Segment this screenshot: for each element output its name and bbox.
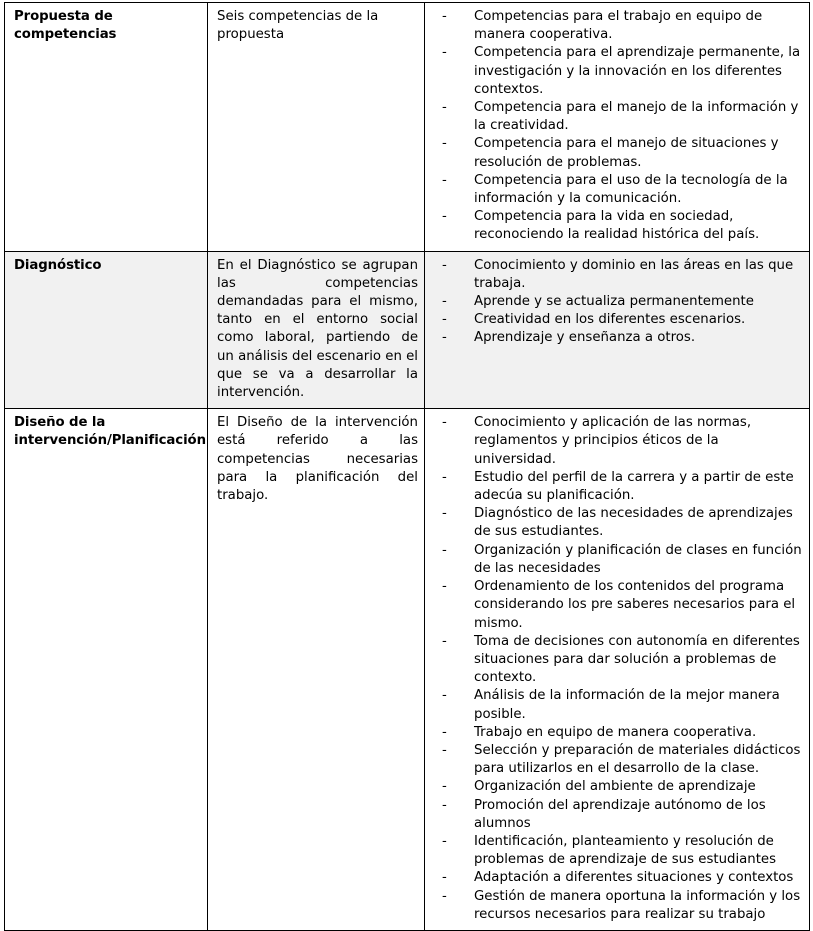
- table-row: [5, 409, 810, 931]
- competency-item-text: Competencia para el manejo de situaciones y resolución de problemas.: [474, 136, 779, 170]
- competency-list-item: [434, 687, 803, 723]
- competency-list-cell: [425, 409, 810, 931]
- competency-list-item: [434, 257, 803, 293]
- competency-item-text: Diagnóstico de las necesidades de aprendizajes de sus estudiantes.: [474, 506, 793, 540]
- competency-list-item: [434, 633, 803, 688]
- competency-item-text: Ordenamiento de los contenidos del programa considerando los pre saberes necesarios para el mismo.: [474, 579, 796, 631]
- competency-list-item: [434, 329, 803, 347]
- table-row: [5, 251, 810, 409]
- competency-list-item: [434, 293, 803, 311]
- dash-bullet-icon: -: [442, 294, 447, 310]
- dash-bullet-icon: -: [442, 469, 447, 485]
- dash-bullet-icon: -: [442, 797, 447, 813]
- competency-list-item: [434, 542, 803, 578]
- competency-item-text: Estudio del perfil de la carrera y a partir de este adecúa su planificación.: [474, 469, 794, 504]
- dash-bullet-icon: -: [442, 579, 447, 595]
- dash-bullet-icon: -: [442, 506, 447, 522]
- dash-bullet-icon: -: [442, 330, 447, 346]
- competency-list-cell: [425, 3, 810, 252]
- dash-bullet-icon: -: [442, 9, 447, 24]
- description-cell: [208, 3, 425, 252]
- stage-label: Diseño de la intervención/Planificación: [14, 415, 206, 449]
- competency-list-item: [434, 135, 803, 171]
- stage-cell-inner: [5, 409, 207, 456]
- competency-item-text: Competencia para el manejo de la información y la creatividad.: [474, 100, 799, 134]
- stage-label: Propuesta de competencias: [14, 9, 117, 42]
- description-cell-inner: [208, 252, 424, 409]
- dash-bullet-icon: -: [442, 724, 447, 740]
- competency-list: [434, 257, 803, 348]
- stage-cell: [5, 3, 208, 252]
- competency-item-text: Competencia para el aprendizaje permanente, la investigación y la innovación en los diferentes contextos.: [474, 45, 801, 97]
- dash-bullet-icon: -: [442, 633, 447, 649]
- stage-cell: [5, 409, 208, 931]
- competency-item-text: Aprende y se actualiza permanentemente: [474, 294, 754, 310]
- dash-bullet-icon: -: [442, 415, 447, 431]
- stage-cell: [5, 251, 208, 409]
- dash-bullet-icon: -: [442, 833, 447, 849]
- dash-bullet-icon: -: [442, 209, 447, 225]
- description-cell: [208, 409, 425, 931]
- competency-item-text: Competencias para el trabajo en equipo de manera cooperativa.: [474, 9, 763, 43]
- dash-bullet-icon: -: [442, 136, 447, 152]
- competency-item-text: Selección y preparación de materiales didácticos para utilizarlos en el desarrollo de la clase.: [474, 742, 801, 777]
- dash-bullet-icon: -: [442, 257, 447, 273]
- description-cell-inner: [208, 3, 424, 50]
- competency-item-text: Conocimiento y aplicación de las normas, reglamentos y principios éticos de la universidad.: [474, 415, 752, 467]
- competency-item-text: Adaptación a diferentes situaciones y contextos: [474, 870, 794, 886]
- competency-list-cell-inner: [425, 3, 809, 251]
- competency-list-cell-inner: [425, 252, 809, 354]
- description-cell-inner: [208, 409, 424, 511]
- competency-list-cell: [425, 251, 810, 409]
- competency-list-item: [434, 742, 803, 778]
- stage-cell-inner: [5, 252, 207, 281]
- dash-bullet-icon: -: [442, 779, 447, 795]
- dash-bullet-icon: -: [442, 172, 447, 188]
- dash-bullet-icon: -: [442, 870, 447, 886]
- competency-list-cell-inner: [425, 409, 809, 930]
- competency-list-item: [434, 172, 803, 208]
- competency-list-item: [434, 778, 803, 796]
- competency-list-item: [434, 578, 803, 633]
- dash-bullet-icon: -: [442, 100, 447, 116]
- competency-item-text: Competencia para el uso de la tecnología de la información y la comunicación.: [474, 172, 788, 207]
- competency-item-text: Gestión de manera oportuna la información y los recursos necesarios para realizar su trabajo: [474, 888, 801, 922]
- competency-item-text: Trabajo en equipo de manera cooperativa.: [474, 724, 757, 740]
- competency-list-item: [434, 414, 803, 469]
- competency-item-text: Organización y planificación de clases en función de las necesidades: [474, 542, 802, 576]
- competency-item-text: Competencia para la vida en sociedad, reconociendo la realidad histórica del país.: [474, 209, 760, 243]
- competency-list: [434, 8, 803, 245]
- dash-bullet-icon: -: [442, 312, 447, 328]
- competency-list-item: [434, 311, 803, 329]
- competency-list: [434, 414, 803, 924]
- competency-list-item: [434, 833, 803, 869]
- description-text: En el Diagnóstico se agrupan las competencias demandadas para el mismo, tanto en el entorno social como laboral, partiendo de un análisis del escenario en el que se va a desarrollar la intervención.: [217, 257, 418, 401]
- competency-list-item: [434, 869, 803, 887]
- description-text: El Diseño de la intervención está referido a las competencias necesarias para la planificación del trabajo.: [217, 415, 418, 504]
- competency-list-item: [434, 8, 803, 44]
- dash-bullet-icon: -: [442, 888, 447, 904]
- competency-list-item: [434, 469, 803, 505]
- competency-list-item: [434, 505, 803, 541]
- competency-list-item: [434, 208, 803, 244]
- description-text: Seis competencias de la propuesta: [217, 9, 379, 43]
- competency-list-item: [434, 797, 803, 833]
- dash-bullet-icon: -: [442, 45, 447, 61]
- stage-cell-inner: [5, 3, 207, 50]
- dash-bullet-icon: -: [442, 542, 447, 558]
- stage-label: Diagnóstico: [14, 257, 102, 273]
- competency-list-item: [434, 44, 803, 99]
- competency-list-item: [434, 888, 803, 924]
- competency-list-item: [434, 724, 803, 742]
- competency-list-item: [434, 99, 803, 135]
- competency-item-text: Creatividad en los diferentes escenarios.: [474, 312, 746, 328]
- competency-item-text: Organización del ambiente de aprendizaje: [474, 779, 756, 795]
- table-body: [5, 3, 810, 931]
- competency-item-text: Toma de decisiones con autonomía en diferentes situaciones para dar solución a problemas de contexto.: [474, 633, 800, 686]
- competency-item-text: Identificación, planteamiento y resolución de problemas de aprendizaje de sus estudiantes: [474, 833, 777, 868]
- competency-item-text: Análisis de la información de la mejor manera posible.: [474, 688, 780, 722]
- description-cell: [208, 251, 425, 409]
- competency-item-text: Aprendizaje y enseñanza a otros.: [474, 330, 696, 346]
- competency-item-text: Conocimiento y dominio en las áreas en las que trabaja.: [474, 257, 794, 291]
- dash-bullet-icon: -: [442, 742, 447, 758]
- competency-table: [4, 2, 810, 931]
- dash-bullet-icon: -: [442, 688, 447, 704]
- competency-item-text: Promoción del aprendizaje autónomo de los alumnos: [474, 797, 766, 831]
- table-row: [5, 3, 810, 252]
